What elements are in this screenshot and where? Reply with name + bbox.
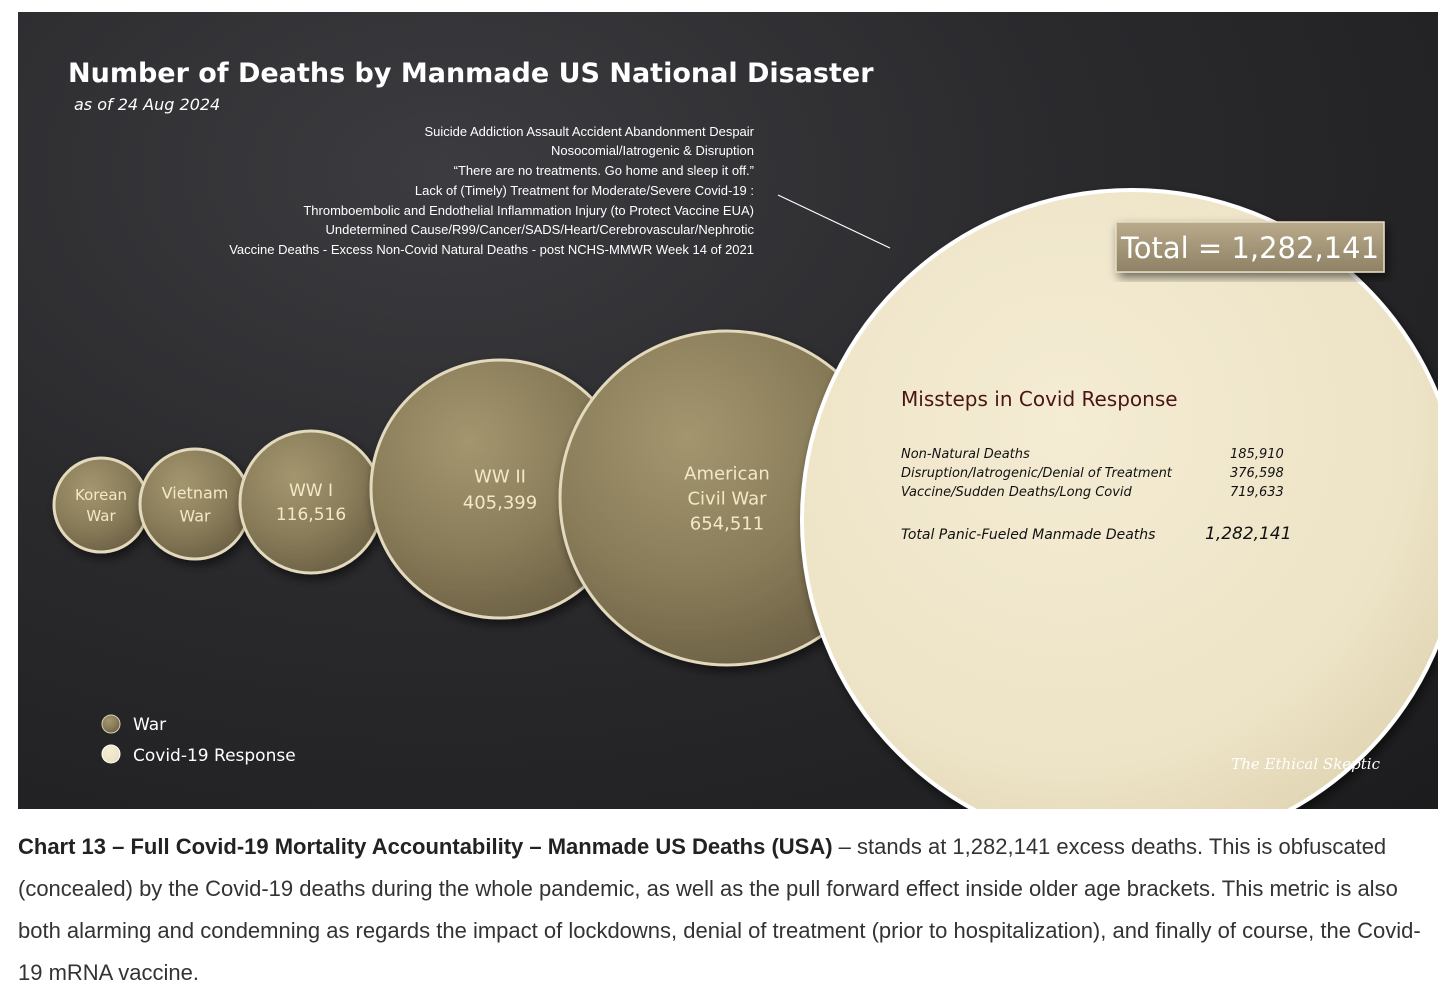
caption-text: – stands at 1,282,141 excess deaths. This is obfuscated (concealed) by the Covid-19 deaths during the whole pandemic, as well as the pull forward effect inside older age brackets. This metric is also both alarming and condemning as regards the impact of lockdowns, denial of treatment (prior to hospitalization), and finally of course, the Covid-19 mRNA vaccine. [18, 834, 1421, 985]
chart-panel [18, 12, 1438, 809]
missteps-row-label: Disruption/Iatrogenic/Denial of Treatment [901, 466, 1172, 481]
missteps-row-label: Vaccine/Sudden Deaths/Long Covid [901, 485, 1132, 500]
missteps-row-value: 376,598 [1230, 466, 1284, 481]
bubble-value-label: 654,511 [689, 513, 765, 535]
missteps-heading: Missteps in Covid Response [901, 387, 1178, 411]
bubble-war [140, 449, 250, 559]
bubble-label: American [684, 463, 770, 485]
bubble-label: WW I [288, 481, 334, 502]
annotation-line: Vaccine Deaths - Excess Non-Covid Natural Deaths - post NCHS-MMWR Week 14 of 2021 [229, 242, 754, 257]
annotation-line: Thromboembolic and Endothelial Inflammation Injury (to Protect Vaccine EUA) [303, 203, 754, 218]
legend-swatch-war [102, 715, 120, 733]
bubble-label: WW II [474, 466, 526, 488]
missteps-total-label: Total Panic-Fueled Manmade Deaths [901, 527, 1156, 543]
bubble-label: Civil War [687, 488, 767, 510]
annotation-block [229, 124, 890, 257]
bubble-label: Korean [74, 485, 128, 504]
missteps-row-label: Non-Natural Deaths [901, 447, 1030, 462]
total-box [1116, 222, 1384, 272]
bubble-chart [18, 12, 1438, 809]
chart-subtitle: as of 24 Aug 2024 [74, 95, 221, 114]
annotation-line: Undetermined Cause/R99/Cancer/SADS/Heart/Cerebrovascular/Nephrotic [325, 222, 754, 237]
legend-label-war: War [133, 715, 167, 735]
bubble-value-label: 116,516 [275, 505, 347, 526]
missteps-total-value: 1,282,141 [1205, 524, 1292, 544]
bubble-war [54, 458, 148, 552]
legend-swatch-covid [102, 745, 120, 763]
signature: The Ethical Skeptic [1231, 755, 1380, 773]
bubble-label: Vietnam [161, 483, 229, 503]
figure-caption [18, 826, 1438, 994]
bubble-label: War [179, 506, 211, 526]
legend [102, 715, 296, 766]
caption-bold: Chart 13 – Full Covid-19 Mortality Accountability – Manmade US Deaths (USA) [18, 834, 833, 859]
missteps-row-value: 719,633 [1230, 485, 1284, 500]
annotation-line: “There are no treatments. Go home and sleep it off.” [453, 163, 754, 178]
bubble-value-label: 405,399 [462, 492, 538, 514]
total-box-label: Total = 1,282,141 [1120, 231, 1380, 265]
bubble-war [240, 431, 382, 573]
bubble-label: War [86, 506, 116, 525]
legend-label-covid: Covid-19 Response [133, 746, 296, 766]
missteps-row-value: 185,910 [1230, 447, 1284, 462]
annotation-line: Suicide Addiction Assault Accident Abandonment Despair [424, 124, 754, 139]
annotation-line: Lack of (Timely) Treatment for Moderate/Severe Covid-19 : [414, 183, 754, 198]
annotation-leader-line [778, 195, 890, 248]
annotation-line: Nosocomial/Iatrogenic & Disruption [550, 143, 754, 158]
chart-title: Number of Deaths by Manmade US National Disaster [68, 58, 874, 89]
